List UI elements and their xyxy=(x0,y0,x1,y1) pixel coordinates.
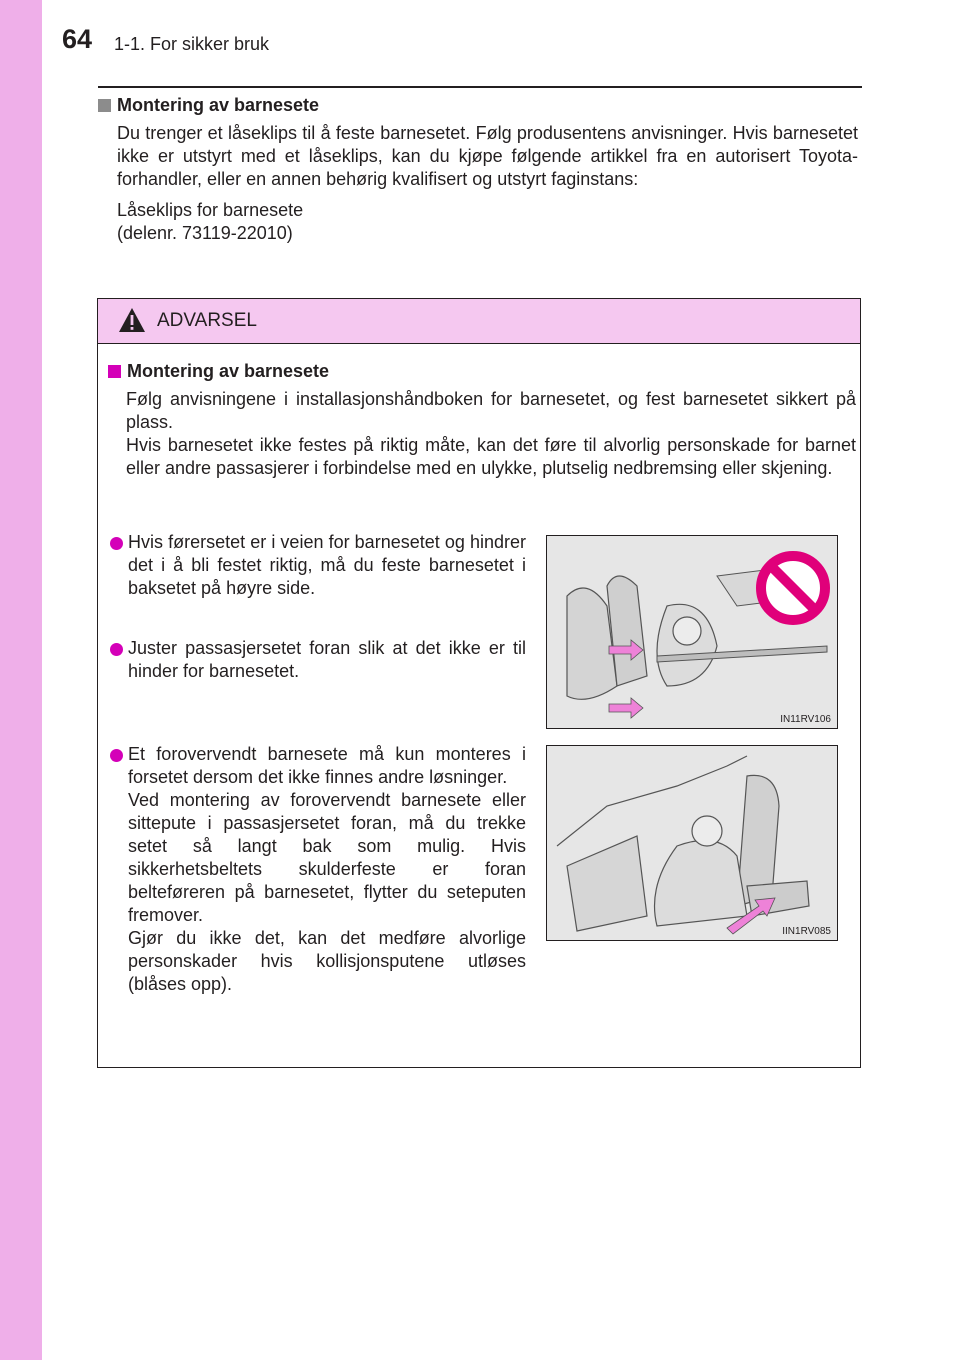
section-title: 1-1. For sikker bruk xyxy=(114,34,270,54)
bullet-text: Ved montering av forovervendt barnesete eller sittepute i passasjersetet foran, må du trekke setet så langt bak som mulig. Hvis sikkerhetsbeltets skulderfeste er foran belteføreren på barnesetet, flytter du seteputen fremover. xyxy=(128,790,526,925)
intro-paragraph: Du trenger et låseklips til å feste barnesetet. Følg produsentens anvisninger. Hvis barnesetet ikke er utstyrt med et låseklips, kan du kjøpe følgende artikkel fra en autorisert Toyota-forhandler, eller en annen behørig kvalifisert og utstyrt faginstans: xyxy=(117,123,858,189)
warning-heading xyxy=(108,361,329,382)
illustration-drawing xyxy=(547,536,837,728)
bullet-item xyxy=(110,637,526,683)
warning-text xyxy=(126,388,856,480)
illustration-front-seat-child-seat xyxy=(546,745,838,941)
warning-box xyxy=(97,298,861,1068)
warning-header xyxy=(98,299,860,344)
illustration-rear-seat-child-seat xyxy=(546,535,838,729)
bullet-text: Hvis førersetet er i veien for barnesetet og hindrer det i å bli festet riktig, må du feste barnesetet i baksetet på høyre side. xyxy=(128,532,526,598)
bullet-dot-icon xyxy=(110,749,123,762)
part-line-1: Låseklips for barnesete xyxy=(117,200,304,220)
bullet-text-group xyxy=(128,743,526,996)
warning-label: ADVARSEL xyxy=(157,310,257,331)
intro-heading xyxy=(98,95,858,116)
intro-heading-text: Montering av barnesete xyxy=(117,95,320,115)
bullet-dot-icon xyxy=(110,537,123,550)
intro-section xyxy=(98,95,858,245)
figure-code: IN11RV106 xyxy=(780,714,831,725)
warning-text-1: Følg anvisningene i installasjonshåndboken for barnesetet, og fest barnesetet sikkert på plass. xyxy=(126,389,856,432)
square-bullet-icon xyxy=(108,365,121,378)
square-bullet-icon xyxy=(98,99,111,112)
warning-heading-text: Montering av barnesete xyxy=(127,361,330,381)
bullet-text: Et forovervendt barnesete må kun monteres i forsetet dersom det ikke finnes andre løsninger. xyxy=(128,744,526,787)
bullet-dot-icon xyxy=(110,643,123,656)
bullet-text: Juster passasjersetet foran slik at det ikke er til hinder for barnesetet. xyxy=(128,638,526,681)
page-number: 64 xyxy=(62,24,93,54)
warning-text-2: Hvis barnesetet ikke festes på riktig måte, kan det føre til alvorlig personskade for barnet eller andre passasjerer i forbindelse med en ulykke, plutselig nedbremsing eller skjening. xyxy=(126,435,856,478)
figure-code: IIN1RV085 xyxy=(782,926,831,937)
bullet-item xyxy=(110,743,526,996)
bullet-text: Gjør du ikke det, kan det medføre alvorlige personskader hvis kollisjonsputene utløses (blåses opp). xyxy=(128,928,526,994)
header-rule xyxy=(98,86,862,88)
bullet-item xyxy=(110,531,526,600)
side-color-bar xyxy=(0,0,42,1360)
illustration-drawing xyxy=(547,746,837,940)
warning-triangle-icon xyxy=(118,307,146,333)
part-line-2: (delenr. 73119-22010) xyxy=(117,223,293,243)
